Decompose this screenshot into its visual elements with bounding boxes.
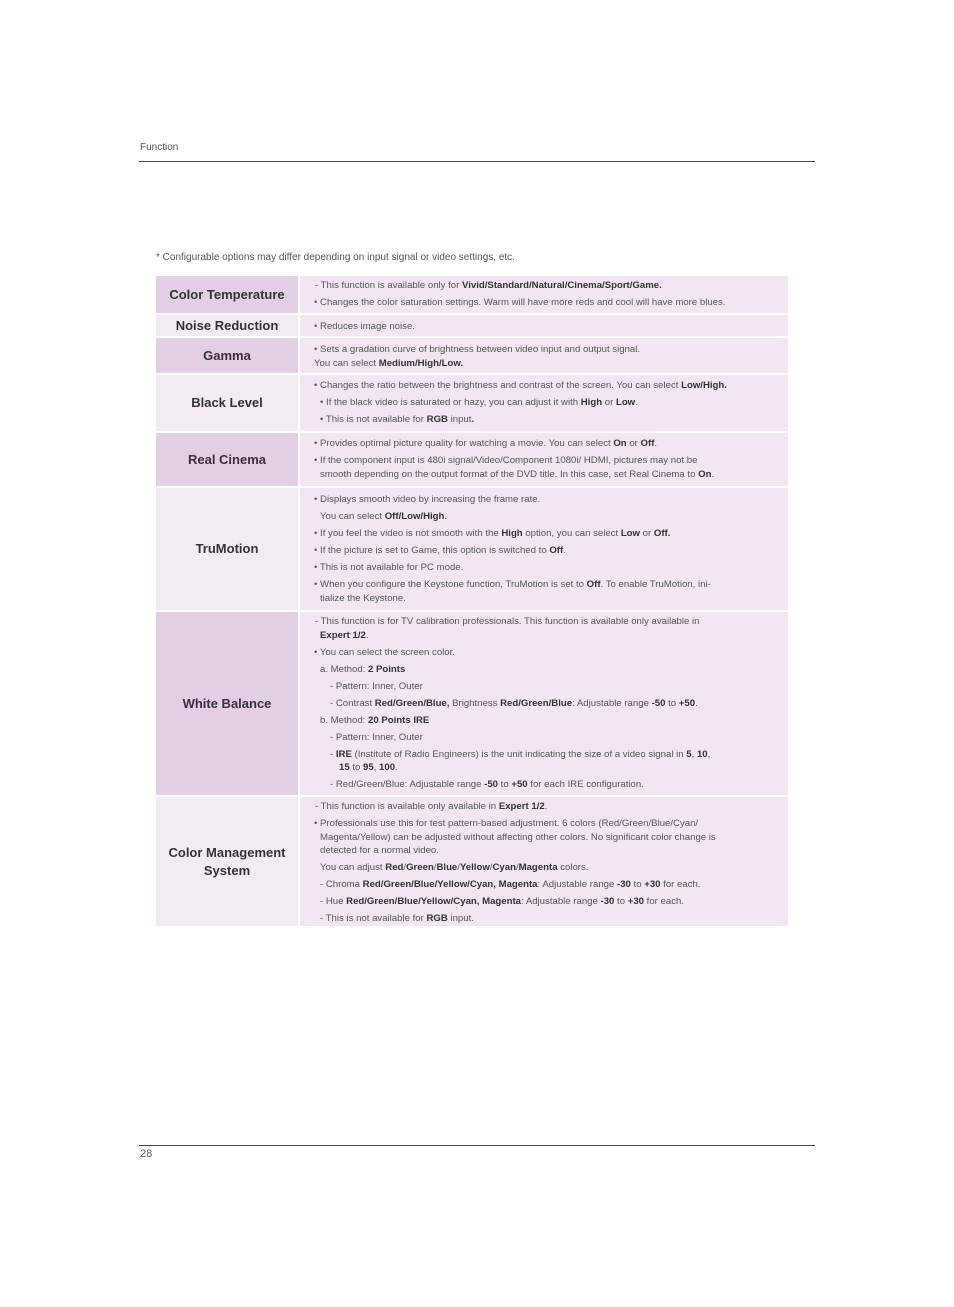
row-description — [300, 276, 788, 313]
description-line: • If the component input is 480i signal/Video/Component 1080i/ HDMI, pictures may not be — [314, 455, 698, 466]
description-line: • If the picture is set to Game, this option is switched to Off. — [314, 545, 566, 556]
description-line: - This function is available only for Vivid/Standard/Natural/Cinema/Sport/Game. — [315, 280, 662, 291]
row-label: TruMotion — [156, 488, 298, 610]
header-divider — [139, 161, 815, 162]
row-description — [300, 612, 788, 795]
description-line: 15 to 95, 100. — [339, 762, 398, 773]
description-line: smooth depending on the output format of the DVD title. In this case, set Real Cinema to On. — [320, 468, 715, 480]
row-description — [300, 433, 788, 486]
description-line: You can select Medium/High/Low. — [314, 357, 464, 369]
table-row-real-cinema — [156, 433, 788, 488]
description-line: detected for a normal video. — [320, 845, 439, 856]
description-line: - Red/Green/Blue: Adjustable range -50 to +50 for each IRE configuration. — [330, 779, 644, 790]
table-row-color-management-system — [156, 797, 788, 928]
description-line: - This function is available only available in Expert 1/2. — [315, 801, 548, 812]
description-line: You can select Off/Low/High. — [320, 511, 448, 522]
description-line: • When you configure the Keystone function, TruMotion is set to Off. To enable TruMotion, ini- — [314, 579, 711, 590]
description-line: • Professionals use this for test pattern-based adjustment. 6 colors (Red/Green/Blue/Cyan/ — [314, 818, 699, 829]
description-line: - Chroma Red/Green/Blue/Yellow/Cyan, Magenta: Adjustable range -30 to +30 for each. — [320, 879, 701, 890]
description-line: • Displays smooth video by increasing the frame rate. — [314, 494, 541, 505]
description-line: • If the black video is saturated or hazy, you can adjust it with High or Low. — [320, 397, 638, 408]
description-line: • If you feel the video is not smooth with the High option, you can select Low or Off. — [314, 528, 671, 539]
description-line: a. Method: 2 Points — [320, 663, 406, 675]
description-line: Magenta/Yellow) can be adjusted without affecting other colors. No significant color change is — [320, 831, 716, 843]
row-description — [300, 488, 788, 610]
page-number: 28 — [140, 1148, 153, 1160]
row-label: Noise Reduction — [156, 315, 298, 336]
description-line: • Reduces image noise. — [314, 321, 415, 332]
row-label: Real Cinema — [156, 433, 298, 486]
description-line: - Pattern: Inner, Outer — [330, 731, 423, 743]
table-row-trumotion — [156, 488, 788, 612]
settings-table — [156, 276, 788, 928]
footnote: * Configurable options may differ depending on input signal or video settings, etc. — [156, 252, 515, 263]
row-description — [300, 338, 788, 373]
description-line: • Provides optimal picture quality for watching a movie. You can select On or Off. — [314, 438, 658, 449]
table-row-white-balance — [156, 612, 788, 797]
description-line: • Changes the ratio between the brightness and contrast of the screen. You can select Low/High. — [314, 380, 727, 391]
description-line: • This is not available for PC mode. — [314, 562, 464, 573]
row-description — [300, 315, 788, 336]
description-line: You can adjust Red/Green/Blue/Yellow/Cyan/Magenta colors. — [320, 862, 589, 873]
header-section-label: Function — [140, 142, 179, 153]
description-line: - This is not available for RGB input. — [320, 913, 474, 924]
description-line: • Sets a gradation curve of brightness between video input and output signal. — [314, 344, 641, 355]
description-line: Expert 1/2. — [320, 629, 369, 641]
row-description — [300, 375, 788, 431]
table-row-gamma — [156, 338, 788, 375]
description-line: - This function is for TV calibration professionals. This function is available only available in — [315, 616, 700, 627]
description-line: - Hue Red/Green/Blue/Yellow/Cyan, Magenta: Adjustable range -30 to +30 for each. — [320, 896, 684, 907]
table-row-noise-reduction — [156, 315, 788, 338]
description-line: - Contrast Red/Green/Blue, Brightness Red/Green/Blue: Adjustable range -50 to +50. — [330, 697, 698, 709]
description-line: • Changes the color saturation settings. Warm will have more reds and cool will have more blues. — [314, 297, 726, 308]
table-row-black-level — [156, 375, 788, 433]
description-line: - IRE (Institute of Radio Engineers) is the unit indicating the size of a video signal in 5, 10, — [330, 748, 711, 760]
description-line: tialize the Keystone. — [320, 592, 406, 604]
row-label: Gamma — [156, 338, 298, 373]
footer-divider — [139, 1145, 815, 1146]
description-line: - Pattern: Inner, Outer — [330, 680, 423, 692]
description-line: • This is not available for RGB input. — [320, 414, 475, 425]
row-label: Color Temperature — [156, 276, 298, 313]
description-line: b. Method: 20 Points IRE — [320, 714, 430, 726]
row-description — [300, 797, 788, 926]
row-label: White Balance — [156, 612, 298, 795]
row-label: Color Management System — [156, 797, 298, 926]
description-line: • You can select the screen color. — [314, 646, 455, 658]
table-row-color-temperature — [156, 276, 788, 315]
row-label: Black Level — [156, 375, 298, 431]
